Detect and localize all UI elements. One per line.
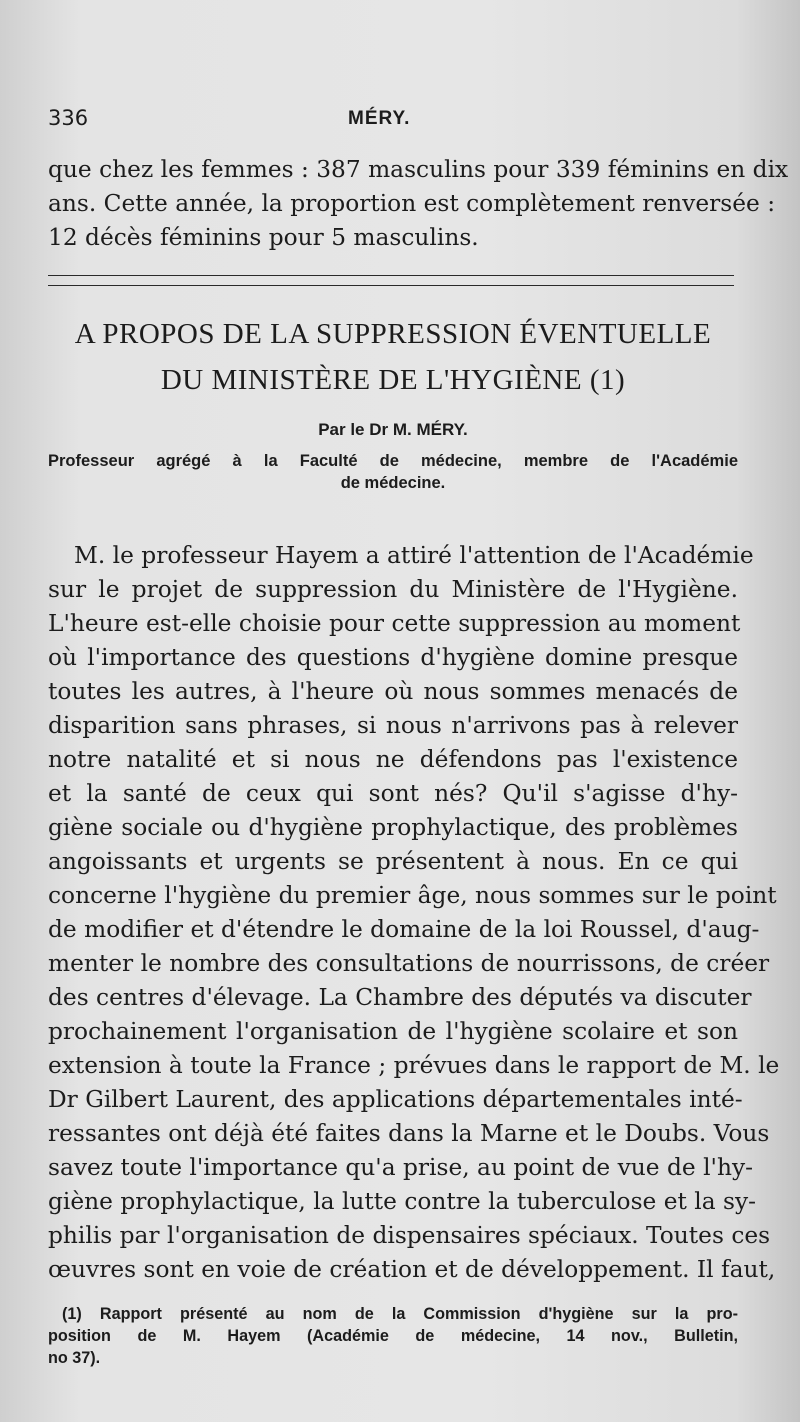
page-number: 336: [48, 106, 89, 130]
body-line: sur le projet de suppression du Ministère de l'Hygiène.: [48, 576, 738, 603]
article-title-line: A PROPOS DE LA SUPPRESSION ÉVENTUELLE: [74, 318, 712, 350]
body-line: où l'importance des questions d'hygiène domine presque: [48, 644, 738, 671]
body-line: notre natalité et si nous ne défendons pas l'existence: [48, 746, 738, 773]
body-line: menter le nombre des consultations de nourrissons, de créer: [48, 950, 770, 977]
body-line: extension à toute la France ; prévues dans le rapport de M. le: [48, 1052, 780, 1079]
body-line: et la santé de ceux qui sont nés? Qu'il s'agisse d'hy-: [48, 780, 738, 807]
affiliation-line: Professeur agrégé à la Faculté de médecine, membre de l'Académie: [48, 452, 738, 470]
body-line: giène sociale ou d'hygiène prophylactique, des problèmes: [48, 814, 738, 841]
body-line: savez toute l'importance qu'a prise, au point de vue de l'hy-: [48, 1154, 753, 1181]
body-line: de modifier et d'étendre le domaine de la loi Roussel, d'aug-: [48, 916, 760, 943]
body-line: œuvres sont en voie de création et de développement. Il faut,: [48, 1256, 776, 1283]
body-line: giène prophylactique, la lutte contre la tuberculose et la sy-: [48, 1188, 757, 1215]
carryover-line: ans. Cette année, la proportion est complètement renversée :: [48, 190, 776, 217]
section-divider: [48, 274, 734, 290]
body-line: concerne l'hygiène du premier âge, nous sommes sur le point: [48, 882, 777, 909]
body-line: philis par l'organisation de dispensaires spéciaux. Toutes ces: [48, 1222, 771, 1249]
body-line: M. le professeur Hayem a attiré l'attention de l'Académie: [74, 542, 754, 569]
body-line: toutes les autres, à l'heure où nous sommes menacés de: [48, 678, 738, 705]
carryover-line: 12 décès féminins pour 5 masculins.: [48, 224, 479, 251]
body-line: disparition sans phrases, si nous n'arrivons pas à relever: [48, 712, 738, 739]
body-line: prochainement l'organisation de l'hygiène scolaire et son: [48, 1018, 738, 1045]
running-head: MÉRY.: [348, 108, 411, 129]
body-line: angoissants et urgents se présentent à nous. En ce qui: [48, 848, 738, 875]
affiliation-line: de médecine.: [340, 474, 446, 492]
carryover-line: que chez les femmes : 387 masculins pour 339 féminins en dix: [48, 156, 789, 183]
body-line: des centres d'élevage. La Chambre des députés va discuter: [48, 984, 752, 1011]
body-line: L'heure est-elle choisie pour cette suppression au moment: [48, 610, 741, 637]
page-header: [48, 106, 738, 138]
byline: Par le Dr M. MÉRY.: [318, 420, 468, 439]
footnote-line: (1) Rapport présenté au nom de la Commission d'hygiène sur la pro-: [62, 1305, 738, 1323]
footnote-line: position de M. Hayem (Académie de médecine, 14 nov., Bulletin,: [48, 1327, 738, 1345]
body-line: Dr Gilbert Laurent, des applications départementales inté-: [48, 1086, 743, 1113]
footnote-line: no 37).: [48, 1349, 101, 1367]
article-title-line: DU MINISTÈRE DE L'HYGIÈNE (1): [160, 364, 626, 396]
body-line: ressantes ont déjà été faites dans la Marne et le Doubs. Vous: [48, 1120, 770, 1147]
